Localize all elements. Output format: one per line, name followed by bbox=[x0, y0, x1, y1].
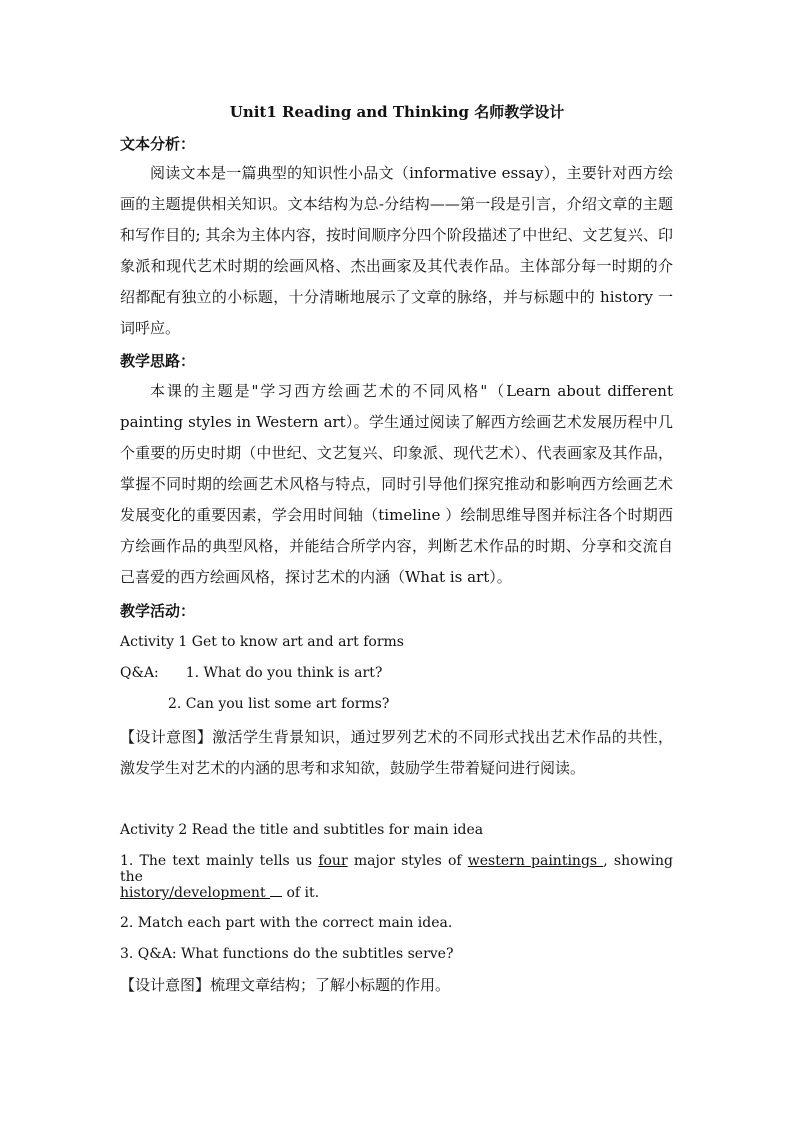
document-title: Unit1 Reading and Thinking 名师教学设计 bbox=[229, 103, 565, 121]
question-2: 2. Can you list some art forms? bbox=[168, 696, 390, 712]
item1-text-4: of it. bbox=[286, 885, 320, 901]
activity2-title: Activity 2 Read the title and subtitles for main idea bbox=[120, 822, 484, 838]
activity2-item2: 2. Match each part with the correct main idea. bbox=[120, 915, 453, 931]
blank-answer-four: four bbox=[318, 853, 348, 869]
text-analysis-paragraph: 阅读文本是一篇典型的知识性小品文（informative essay），主要针对西方绘画的主题提供相关知识。文本结构为总-分结构——第一段是引言，介绍文章的主题和写作目的; 其余为主体内容，按时间顺序分四个阶段描述了中世纪、文艺复兴、印象派和现代艺术时期的绘画风格、杰出画家及其代表作品。主体部分每一时期的介绍都配有独立的小标题，十分清晰地展示了文章的脉络，并与标题中的 history 一词呼应。 bbox=[120, 164, 673, 337]
qa-label: Q&A: bbox=[120, 665, 159, 681]
blank-answer-history: history/development bbox=[120, 885, 271, 901]
activity1-design-intent: 【设计意图】激活学生背景知识，通过罗列艺术的不同形式找出艺术作品的共性，激发学生对艺术的内涵的思考和求知欲，鼓励学生带着疑问进行阅读。 bbox=[120, 728, 673, 777]
teaching-idea-heading: 教学思路： bbox=[120, 352, 196, 370]
item1-text-2: major styles of bbox=[353, 853, 462, 869]
item1-text-3: , showing the bbox=[120, 853, 674, 885]
activities-heading: 教学活动： bbox=[120, 602, 196, 620]
item1-text: 1. The text mainly tells us bbox=[120, 853, 313, 869]
question-1: 1. What do you think is art? bbox=[185, 665, 383, 681]
activity2-item1-line2 bbox=[120, 884, 673, 901]
activity2-item1-line1 bbox=[120, 853, 673, 885]
teaching-idea-paragraph: 本课的主题是"学习西方绘画艺术的不同风格"（Learn about different painting styles in Western art）。学生通过阅读了解西方绘画艺术发展历程中几个重要的历史时期（中世纪、文艺复兴、印象派、现代艺术）、代表画家及其作品，掌握不同时期的绘画艺术风格与特点，同时引导他们探究推动和影响西方绘画艺术发展变化的重要因素，学会用时间轴（timeline ）绘制思维导图并标注各个时期西方绘画作品的典型风格，并能结合所学内容，判断艺术作品的时期、分享和交流自己喜爱的西方绘画风格，探讨艺术的内涵（What is art）。 bbox=[120, 382, 673, 586]
activity2-item3: 3. Q&A: What functions do the subtitles serve? bbox=[120, 946, 454, 962]
text-analysis-heading: 文本分析： bbox=[120, 135, 196, 153]
blank-answer-western-paintings: western paintings bbox=[467, 853, 604, 869]
activity2-design-intent: 【设计意图】梳理文章结构；了解小标题的作用。 bbox=[120, 976, 451, 994]
activity1-qa-row bbox=[120, 665, 673, 681]
activity1-title: Activity 1 Get to know art and art forms bbox=[120, 634, 404, 650]
